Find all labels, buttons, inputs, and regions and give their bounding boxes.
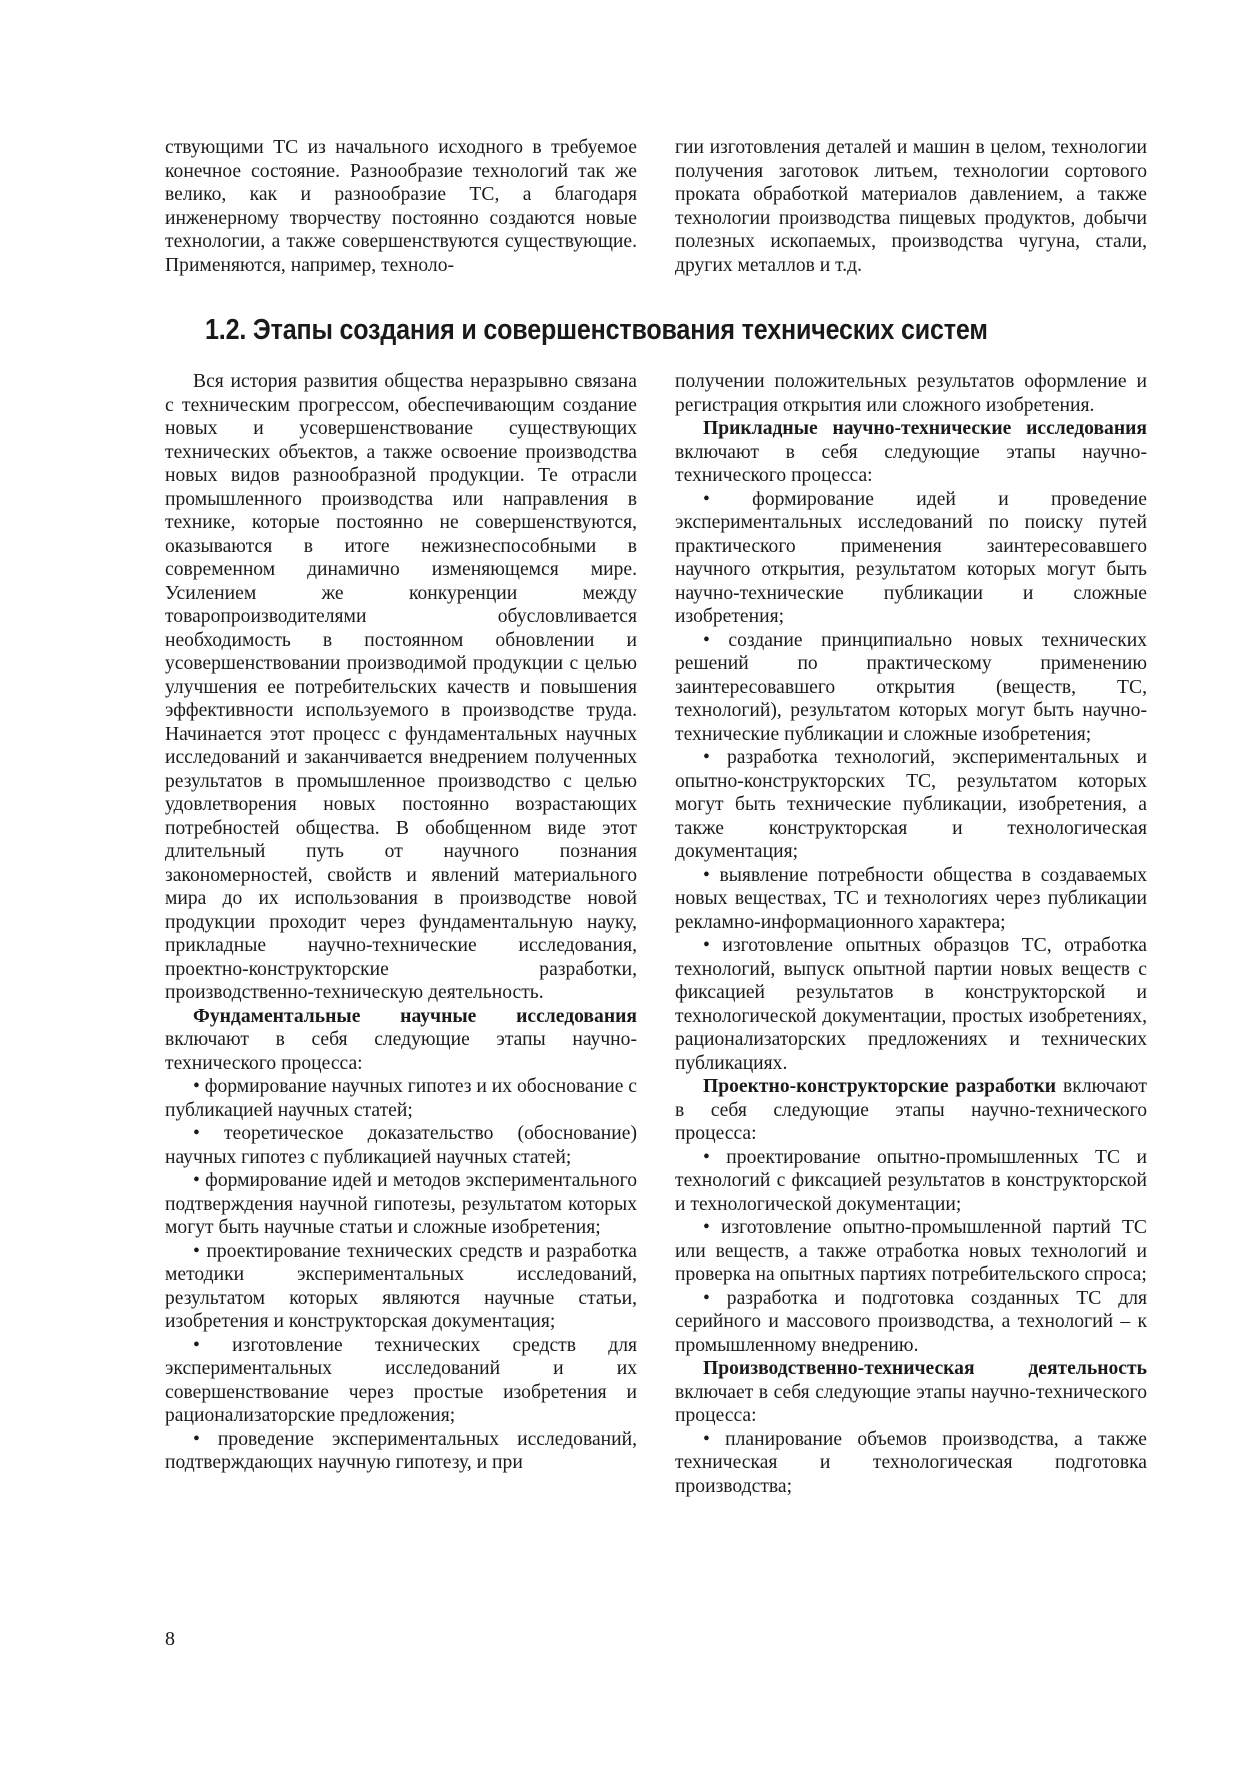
intro-paragraph: Вся история развития общества неразрывно связана с техническим прогрессом, обеспечивающим создание новых и усовершенствование существующих технических объектов, а также освоение производства новых видов разнообразной продукции. Те отрасли промышленного производства или направления в технике, которые постоянно не совершенствуются, оказываются в итоге нежизнеспособными в современном динамично изменяющемся мире. Усилением же конкуренции между товаропроизводителями обусловливается необходимость в постоянном обновлении и усовершенствовании производимой продукции с целью улучшения ее потребительских качеств и повышения эффективности используемого в производстве труда. Начинается этот процесс с фундаментальных научных исследований и заканчивается внедрением полученных результатов в промышленное производство с целью удовлетворения новых постоянно возрастающих потребностей общества. В обобщенном виде этот длительный путь от научного познания закономерностей, свойств и явлений материального мира до их использования в производстве новой продукции проходит через фундаментальную науку, прикладные научно-технические исследования, проектно-конструкторские разработки, производственно-техническую деятельность. — [165, 371, 637, 1003]
continuation-paragraph: получении положительных результатов оформление и регистрация открытия или сложного изобретения. — [675, 371, 1147, 416]
list-item: • формирование идей и методов экспериментального подтверждения научной гипотезы, результатом которых могут быть научные статьи и сложные изобретения; — [165, 1170, 637, 1238]
list-item: • создание принципиально новых технических решений по практическому применению заинтересовавшего открытия (веществ, ТС, технологий), результатом которых могут быть научно-технические публикации и сложные изобретения; — [675, 629, 1147, 745]
list-item: • изготовление опытно-промышленной партий ТС или веществ, а также отработка новых технологий и проверка на опытных партиях потребительского спроса; — [675, 1217, 1147, 1285]
page-number: 8 — [165, 1628, 175, 1650]
left-column — [165, 370, 637, 1498]
paragraph: ствующими ТС из начального исходного в требуемое конечное состояние. Разнообразие технологий так же велико, как и разнообразие ТС, а благодаря инженерному творчеству постоянно создаются новые технологии, а также совершенствуются существующие. Применяются, например, техноло- — [165, 137, 637, 276]
list-item: • проектирование опытно-промышленных ТС и технологий с фиксацией результатов в конструкторской и технологической документации; — [675, 1146, 1147, 1215]
applied-research-paragraph — [675, 417, 1147, 488]
list-item: • планирование объемов производства, а также техническая и технологическая подготовка производства; — [675, 1428, 1147, 1497]
list-item: • выявление потребности общества в создаваемых новых веществах, ТС и технологиях через публикации рекламно-информационного характера; — [675, 864, 1147, 933]
list-item: • проведение экспериментальных исследований, подтверждающих научную гипотезу, и при — [165, 1428, 637, 1473]
top-text-columns — [165, 136, 1147, 277]
production-activity-text: включает в себя следующие этапы научно-технического процесса: — [675, 1381, 1147, 1426]
list-item: • теоретическое доказательство (обоснование) научных гипотез с публикацией научных статей; — [165, 1123, 637, 1168]
list-item: • формирование идей и проведение экспериментальных исследований по поиску путей практического применения заинтересовавшего научного открытия, результатом которых могут быть научно-технические публикации и сложные изобретения; — [675, 488, 1147, 627]
top-right-column — [675, 136, 1147, 277]
fundamental-research-paragraph — [165, 1005, 637, 1076]
main-text-columns — [165, 370, 1147, 1498]
production-activity-term: Производственно-техническая деятельность — [703, 1358, 1147, 1379]
list-item: • изготовление технических средств для экспериментальных исследований и их совершенствование через простые изобретения и рационализаторские предложения; — [165, 1334, 637, 1426]
design-development-text: включают в себя следующие этапы научно-технического процесса: — [675, 1076, 1147, 1144]
right-column — [675, 370, 1147, 1498]
applied-research-term: Прикладные научно-технические исследования — [703, 418, 1147, 439]
section-heading: 1.2. Этапы создания и совершенствования технических систем — [205, 314, 988, 346]
applied-research-text: включают в себя следующие этапы научно-технического процесса: — [675, 441, 1147, 486]
top-left-column — [165, 136, 637, 277]
list-item: • разработка и подготовка созданных ТС для серийного и массового производства, а технологий – к промышленному внедрению. — [675, 1287, 1147, 1356]
list-item: • формирование научных гипотез и их обоснование с публикацией научных статей; — [165, 1076, 637, 1121]
list-item: • проектирование технических средств и разработка методики экспериментальных исследований, результатом которых являются научные статьи, изобретения и конструкторская документация; — [165, 1240, 637, 1332]
fundamental-research-term: Фундаментальные научные исследования — [193, 1005, 637, 1027]
fundamental-research-text: включают в себя следующие этапы научно-технического процесса: — [165, 1029, 637, 1074]
design-development-term: Проектно-конструкторские разработки — [703, 1076, 1057, 1097]
production-activity-paragraph — [675, 1357, 1147, 1428]
design-development-paragraph — [675, 1075, 1147, 1146]
paragraph: гии изготовления деталей и машин в целом, технологии получения заготовок литьем, технологии сортового проката обработкой материалов давлением, а также технологии производства пищевых продуктов, добычи полезных ископаемых, производства чугуна, стали, других металлов и т.д. — [675, 137, 1147, 276]
list-item: • изготовление опытных образцов ТС, отработка технологий, выпуск опытной партии новых веществ с фиксацией результатов в конструкторской и технологической документации, простых изобретениях, рационализаторских предложениях и технических публикациях. — [675, 935, 1147, 1074]
list-item: • разработка технологий, экспериментальных и опытно-конструкторских ТС, результатом которых могут быть технические публикации, изобретения, а также конструкторская и технологическая документация; — [675, 747, 1147, 862]
